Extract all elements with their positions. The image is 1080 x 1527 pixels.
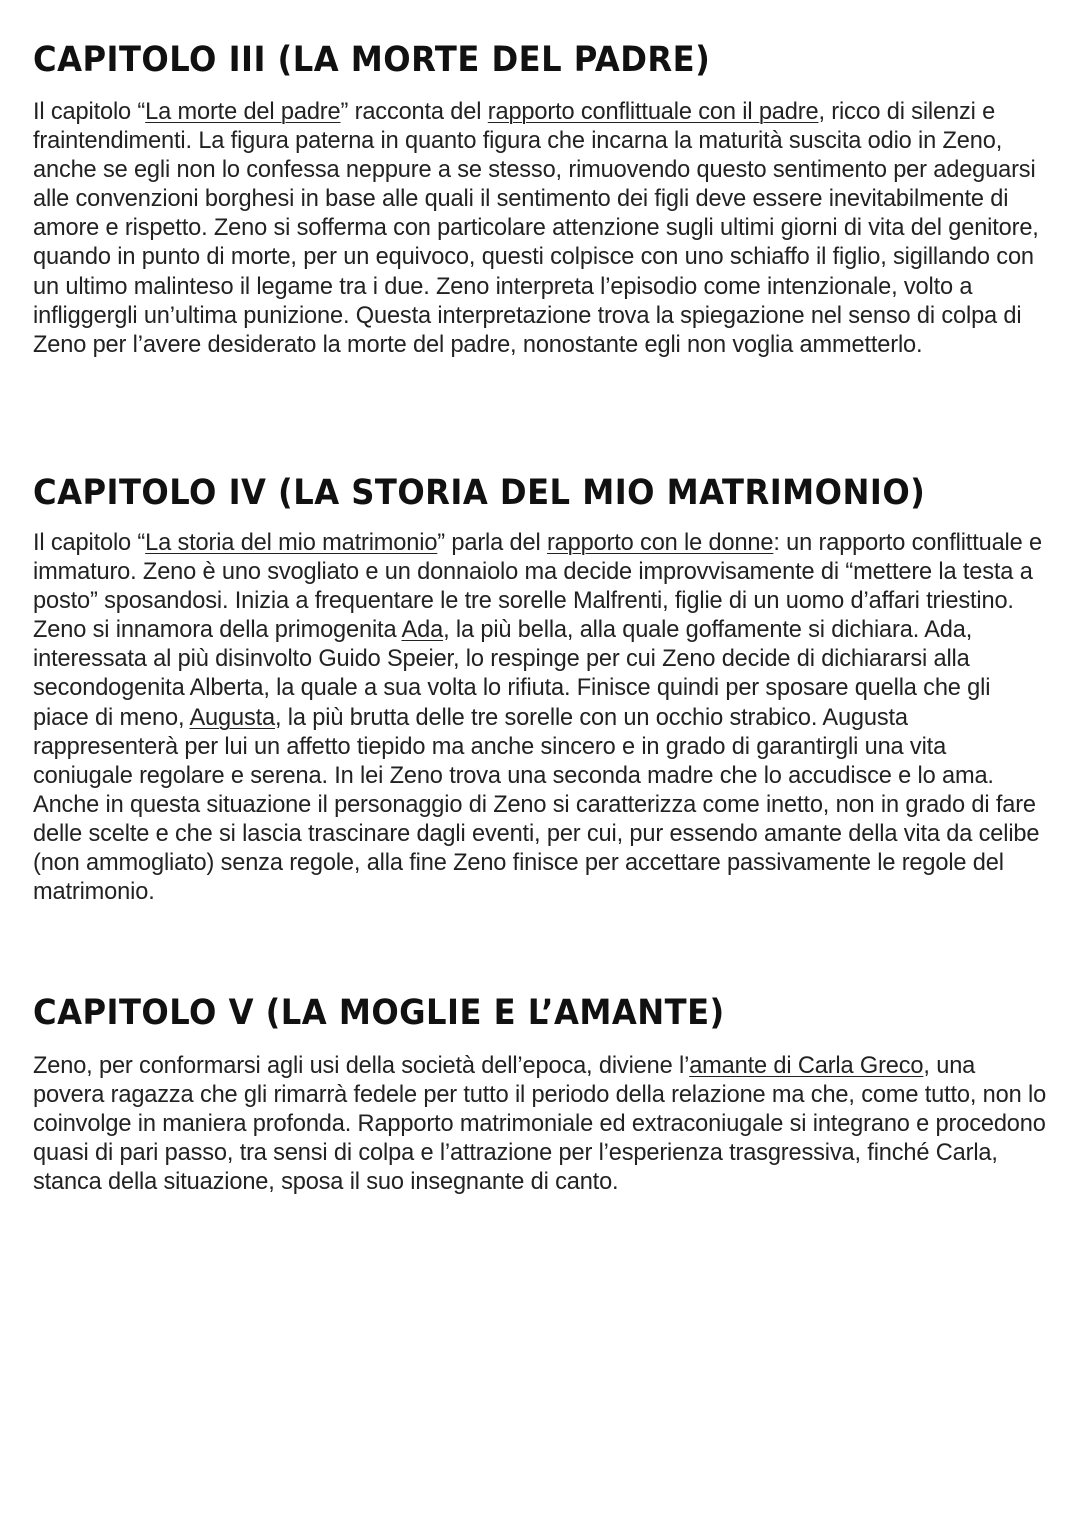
text-run: , una povera ragazza che gli rimarrà fedele per tutto il periodo della relazione ma che, come tutto, non lo coinvolge in maniera profonda. Rapporto matrimoniale ed extraconiugale si integrano e procedono quasi di pari passo, tra sensi di colpa e l’attrazione per l’esperienza trasgressiva, finché Carla, stanca della situazione, sposa il suo insegnante di canto. xyxy=(33,1053,1047,1196)
text-run: ” racconta del xyxy=(340,99,488,125)
underlined-chapter-title: La morte del padre xyxy=(145,99,341,125)
underlined-name-ada: Ada xyxy=(401,617,444,644)
section-capitolo-v xyxy=(33,991,1048,1197)
section-paragraph xyxy=(33,529,1048,907)
section-paragraph xyxy=(33,98,1048,360)
underlined-keyphrase: amante di Carla Greco xyxy=(689,1053,924,1079)
text-run: ” parla del xyxy=(437,530,547,556)
text-run: Il capitolo “ xyxy=(33,530,146,556)
underlined-keyphrase: rapporto con le donne xyxy=(546,530,774,556)
section-capitolo-iii xyxy=(33,38,1048,360)
text-run: , ricco di silenzi e fraintendimenti. La figura paterna in quanto figura che incarna la maturità suscita odio in Zeno, anche se egli non lo confessa neppure a se stesso, rimuovendo questo sentimento per adeguarsi alle convenzioni borghesi in base alle quali il sentimento dei figli deve essere inevitabilmente di amore e rispetto. Zeno si sofferma con particolare attenzione sugli ultimi giorni di vita del genitore, quando in punto di morte, per un equivoco, questi colpisce con uno schiaffo il figlio, sigillando con un ultimo malinteso il legame tra i due. Zeno interpreta l’episodio come intenzionale, volto a infliggergli un’ultima punizione. Questa interpretazione trova la spiegazione nel senso di colpa di Zeno per l’avere desiderato la morte del padre, nonostante egli non voglia ammetterlo. xyxy=(33,99,1039,358)
text-run: , la più brutta delle tre sorelle con un occhio strabico. Augusta rappresenterà per lui un affetto tiepido ma anche sincero e in grado di garantirgli una vita coniugale regolare e serena. In lei Zeno trova una seconda madre che lo accudisce e lo ama. Anche in questa situazione il personaggio di Zeno si caratterizza come inetto, non in grado di fare delle scelte e che si lascia trascinare dagli eventi, per cui, pur essendo amante della vita da celibe (non ammogliato) senza regole, alla fine Zeno finisce per accettare passivamente le regole del matrimonio. xyxy=(33,704,1040,906)
text-run: Il capitolo “ xyxy=(33,99,146,125)
section-heading: CAPITOLO V (LA MOGLIE E L’AMANTE) xyxy=(33,993,725,1033)
section-paragraph xyxy=(33,1052,1048,1197)
underlined-chapter-title: La storia del mio matrimonio xyxy=(145,530,438,556)
text-run: Zeno, per conformarsi agli usi della società dell’epoca, diviene l’ xyxy=(33,1053,690,1079)
section-heading: CAPITOLO III (LA MORTE DEL PADRE) xyxy=(33,40,711,80)
text-run: , la più bella, alla quale goffamente si dichiara. Ada, interessata al più disinvolto Guido Speier, lo respinge per cui Zeno decide di dichiararsi alla secondogenita Alberta, la quale a sua volta lo rifiuta. Finisce quindi per sposare quella che gli piace di meno, xyxy=(33,617,991,731)
section-capitolo-iv xyxy=(33,471,1048,907)
underlined-name-augusta: Augusta xyxy=(189,704,275,731)
text-run: : un rapporto conflittuale e immaturo. Zeno è uno svogliato e un donnaiolo ma decide improvvisamente di “mettere la testa a posto” sposandosi. Inizia a frequentare le tre sorelle Malfrenti, figlie di un uomo d’affari triestino. Zeno si innamora della primogenita xyxy=(33,530,1042,644)
underlined-keyphrase: rapporto conflittuale con il padre xyxy=(487,99,819,125)
section-heading: CAPITOLO IV (LA STORIA DEL MIO MATRIMONIO) xyxy=(33,473,926,513)
